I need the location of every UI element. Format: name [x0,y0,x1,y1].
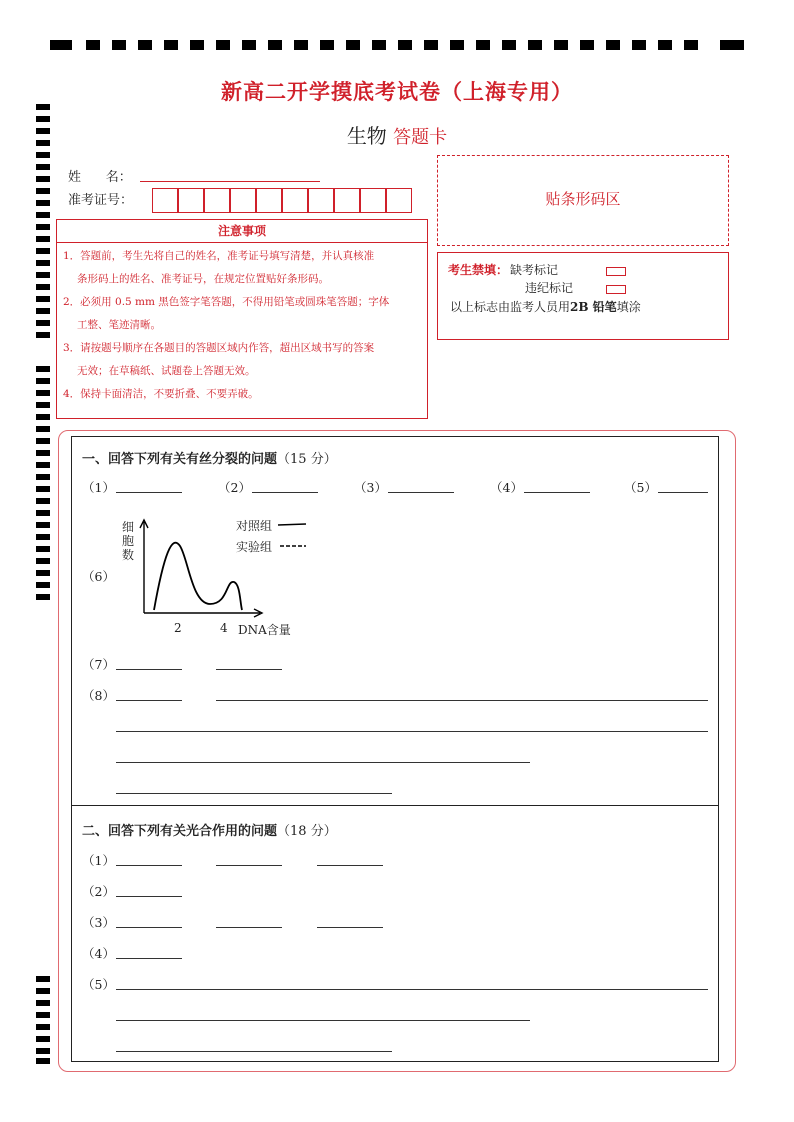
s2-q1-label: （1） [82,853,115,868]
notice-item: 无效；在草稿纸、试题卷上答题无效。 [77,365,256,377]
s1-q2-label: （2） [218,480,251,495]
name-label: 姓 名： [68,170,132,185]
notice-item: 条形码上的姓名、准考证号，在规定位置贴好条形码。 [77,273,329,285]
exam-id-boxes[interactable] [152,188,416,212]
control-curve [154,543,242,610]
s1-q8-answer-1[interactable] [116,700,182,701]
s1-q8-answer-3[interactable] [116,731,708,732]
s1-q8-answer-4[interactable] [116,762,530,763]
s2-q1-answer-3[interactable] [317,865,383,866]
section2-box [71,805,719,1062]
s2-q5-answer-2[interactable] [116,1020,530,1021]
legend-control-line [278,524,306,525]
s1-q6-label: （6） [82,569,115,584]
s2-q1-answer-2[interactable] [216,865,282,866]
barcode-area[interactable] [437,155,729,246]
s2-q2-answer[interactable] [116,896,182,897]
notice-item: 1．答题前，考生先将自己的姓名，准考证号填写清楚，并认真核准 [63,250,375,262]
s1-q7-answer-2[interactable] [216,669,282,670]
subtitle [0,120,794,149]
s2-q3-answer-3[interactable] [317,927,383,928]
dna-graph [118,514,318,640]
s1-q3-label: （3） [354,480,387,495]
notice-item: 工整、笔迹清晰。 [77,319,161,331]
notice-item: 2．必须用 0.5 mm 黑色签字笔答题，不得用铅笔或圆珠笔答题；字体 [63,296,390,308]
s1-q5-answer[interactable] [658,492,708,493]
s2-q3-label: （3） [82,915,115,930]
s2-q1-answer-1[interactable] [116,865,182,866]
s1-q4-answer[interactable] [524,492,590,493]
violation-label: 违纪标记 [525,281,574,295]
section2-title: 二、回答下列有关光合作用的问题（18 分） [82,824,337,839]
s2-q4-answer[interactable] [116,958,182,959]
s2-q5-label: （5） [82,977,115,992]
notice-item: 4．保持卡面清洁，不要折叠、不要弄破。 [63,388,259,400]
s2-q4-label: （4） [82,946,115,961]
x-axis-label: DNA含量 [238,623,291,637]
s1-q2-answer[interactable] [252,492,318,493]
forbidden-box [437,252,729,340]
notice-box [56,219,428,419]
s1-q8-answer-2[interactable] [216,700,708,701]
s1-q8-label: （8） [82,688,115,703]
subject-label: 生物 [346,124,387,148]
forbidden-label: 考生禁填： [448,263,509,277]
s1-q1-label: （1） [82,480,115,495]
name-field[interactable] [140,181,320,182]
s2-q5-answer-3[interactable] [116,1051,392,1052]
s1-q7-label: （7） [82,657,115,672]
exam-id-label: 准考证号： [68,193,134,208]
notice-title: 注意事项 [57,220,427,243]
section1-title: 一、回答下列有关有丝分裂的问题（15 分） [82,452,337,467]
page-title: 新高二开学摸底考试卷（上海专用） [221,79,573,104]
absent-mark[interactable] [606,261,626,280]
x-tick-4: 4 [220,621,228,635]
s1-q7-answer-1[interactable] [116,669,182,670]
violation-mark[interactable] [606,279,626,298]
s2-q2-label: （2） [82,884,115,899]
graph-ylabel: 细 胞 数 [122,520,135,562]
s1-q1-answer[interactable] [116,492,182,493]
forbidden-note: 以上标志由监考人员用2B 铅笔填涂 [450,300,641,314]
barcode-label: 贴条形码区 [545,190,621,208]
card-label: 答题卡 [393,127,448,148]
s1-q4-label: （4） [490,480,523,495]
x-tick-2: 2 [174,621,182,635]
legend-experiment: 实验组 [236,540,273,554]
legend-control: 对照组 [236,519,273,533]
s2-q3-answer-2[interactable] [216,927,282,928]
s1-q8-answer-5[interactable] [116,793,392,794]
graph-axes [140,520,262,617]
s1-q5-label: （5） [624,480,657,495]
s1-q3-answer[interactable] [388,492,454,493]
notice-item: 3．请按题号顺序在各题目的答题区域内作答，超出区域书写的答案 [63,342,375,354]
s2-q5-answer-1[interactable] [116,989,708,990]
s2-q3-answer-1[interactable] [116,927,182,928]
absent-label: 缺考标记 [510,263,559,277]
